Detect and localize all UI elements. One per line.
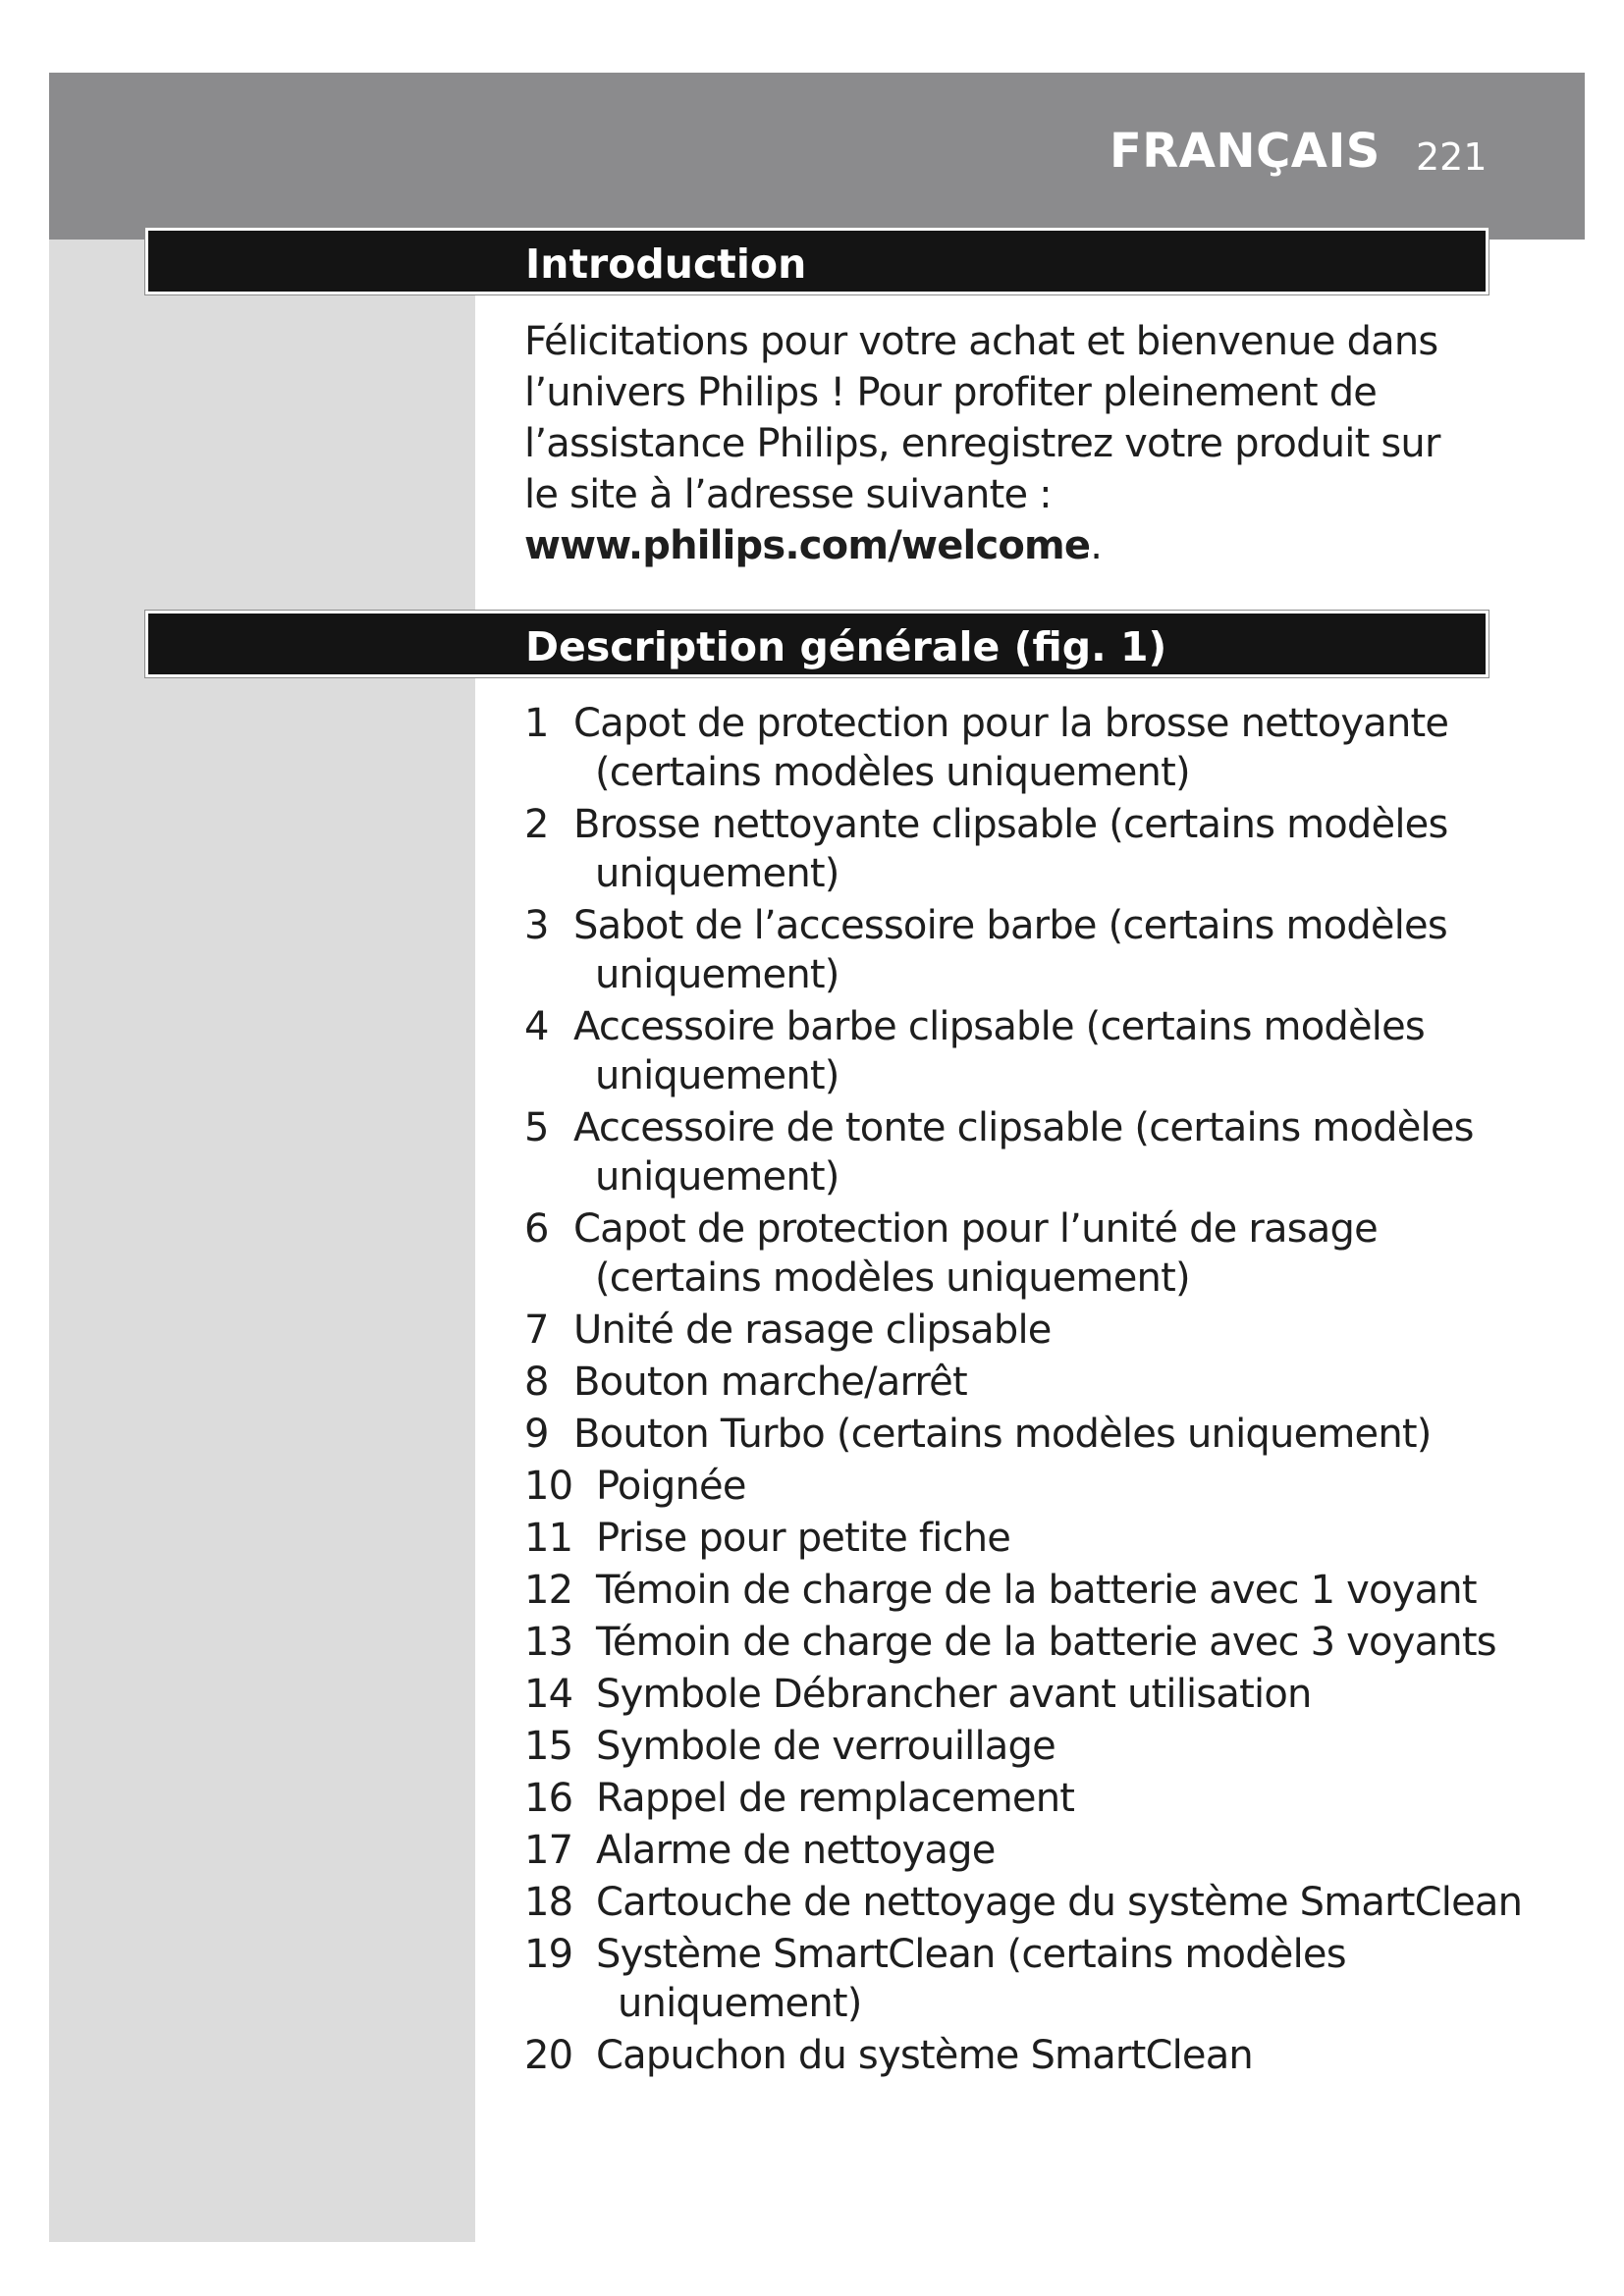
list-item: [524, 1410, 1545, 1459]
item-number: 6: [524, 1206, 549, 1252]
item-number: 20: [524, 2033, 573, 2078]
item-text: [596, 1826, 1545, 1875]
item-number: 5: [524, 1105, 549, 1150]
item-text: [596, 1618, 1545, 1667]
list-item: [524, 1103, 1545, 1201]
item-text-line: Rappel de remplacement: [596, 1776, 1075, 1821]
introduction-title: Introduction: [525, 240, 807, 288]
item-number: 10: [524, 1464, 573, 1509]
item-text: [573, 1002, 1545, 1100]
item-text: [573, 901, 1545, 999]
registration-link[interactable]: www.philips.com/welcome: [524, 523, 1091, 568]
item-text-line: Sabot de l’accessoire barbe (certains modèles: [573, 903, 1447, 948]
list-item: [524, 1566, 1545, 1615]
item-text: [573, 1306, 1545, 1355]
list-item: [524, 1774, 1545, 1823]
item-number: 19: [524, 1932, 573, 1977]
item-text-continuation: uniquement): [595, 1053, 839, 1098]
item-text: [596, 1514, 1545, 1563]
item-text: [573, 1204, 1545, 1303]
item-text: [573, 800, 1545, 898]
item-text-line: Alarme de nettoyage: [596, 1828, 996, 1873]
general-description-title: Description générale (fig. 1): [525, 623, 1167, 670]
item-text-line: Cartouche de nettoyage du système SmartClean: [596, 1880, 1523, 1925]
item-text-line: Unité de rasage clipsable: [573, 1308, 1052, 1353]
item-text: [596, 1566, 1545, 1615]
item-text-line: Capot de protection pour la brosse nettoyante: [573, 701, 1449, 746]
item-text: [573, 1358, 1545, 1407]
item-text: [596, 1878, 1545, 1927]
item-number: 4: [524, 1004, 549, 1049]
item-text-continuation: uniquement): [595, 851, 839, 896]
list-item: [524, 1002, 1545, 1100]
introduction-bar: [145, 228, 1489, 294]
list-item: [524, 1358, 1545, 1407]
item-text-line: Bouton marche/arrêt: [573, 1360, 967, 1405]
list-item: [524, 1670, 1545, 1719]
item-number: 16: [524, 1776, 573, 1821]
item-number: 11: [524, 1516, 573, 1561]
item-text-line: Bouton Turbo (certains modèles uniquement): [573, 1412, 1432, 1457]
list-item: [524, 1618, 1545, 1667]
language-heading: FRANÇAIS: [1110, 124, 1380, 179]
item-text-continuation: uniquement): [595, 952, 839, 997]
list-item: [524, 901, 1545, 999]
item-text: [573, 1410, 1545, 1459]
list-item: [524, 699, 1545, 797]
item-text: [596, 1722, 1545, 1771]
item-text: [596, 2031, 1545, 2080]
item-text-line: Prise pour petite fiche: [596, 1516, 1011, 1561]
list-item: [524, 1306, 1545, 1355]
item-number: 18: [524, 1880, 573, 1925]
list-item: [524, 1930, 1545, 2028]
item-number: 3: [524, 903, 549, 948]
item-number: 17: [524, 1828, 573, 1873]
list-item: [524, 1722, 1545, 1771]
item-number: 7: [524, 1308, 549, 1353]
item-number: 8: [524, 1360, 549, 1405]
item-text-line: Symbole de verrouillage: [596, 1724, 1056, 1769]
item-text-line: Témoin de charge de la batterie avec 1 voyant: [596, 1568, 1477, 1613]
left-margin-column: [49, 240, 475, 2242]
item-text-line: Brosse nettoyante clipsable (certains modèles: [573, 802, 1448, 847]
item-text: [596, 1930, 1545, 2028]
item-number: 1: [524, 701, 549, 746]
item-number: 15: [524, 1724, 573, 1769]
list-item: [524, 1826, 1545, 1875]
list-item: [524, 1878, 1545, 1927]
item-text-continuation: uniquement): [618, 1981, 862, 2026]
item-text: [573, 699, 1545, 797]
list-item: [524, 1514, 1545, 1563]
item-text-continuation: (certains modèles uniquement): [595, 750, 1190, 795]
item-text-line: Système SmartClean (certains modèles: [596, 1932, 1346, 1977]
item-text: [596, 1774, 1545, 1823]
item-text-line: Témoin de charge de la batterie avec 3 voyants: [596, 1620, 1496, 1665]
item-text: [596, 1670, 1545, 1719]
item-text-line: Poignée: [596, 1464, 746, 1509]
introduction-paragraph: [524, 316, 1447, 571]
item-number: 13: [524, 1620, 573, 1665]
item-text-line: Accessoire de tonte clipsable (certains modèles: [573, 1105, 1474, 1150]
item-text-line: Accessoire barbe clipsable (certains modèles: [573, 1004, 1425, 1049]
item-text: [573, 1103, 1545, 1201]
introduction-text-end: .: [1090, 523, 1103, 568]
item-text-continuation: uniquement): [595, 1154, 839, 1200]
item-text-continuation: (certains modèles uniquement): [595, 1255, 1190, 1301]
list-item: [524, 1462, 1545, 1511]
parts-list: [524, 699, 1545, 2083]
general-description-bar: [145, 611, 1489, 677]
item-number: 12: [524, 1568, 573, 1613]
introduction-text: Félicitations pour votre achat et bienvenue dans l’univers Philips ! Pour profiter pleinement de l’assistance Philips, enregistrez votre produit sur le site à l’adresse suivante :: [524, 319, 1440, 517]
item-text-line: Capot de protection pour l’unité de rasage: [573, 1206, 1378, 1252]
item-number: 14: [524, 1672, 573, 1717]
item-number: 2: [524, 802, 549, 847]
list-item: [524, 2031, 1545, 2080]
item-text-line: Capuchon du système SmartClean: [596, 2033, 1253, 2078]
item-text-line: Symbole Débrancher avant utilisation: [596, 1672, 1312, 1717]
list-item: [524, 1204, 1545, 1303]
item-text: [596, 1462, 1545, 1511]
item-number: 9: [524, 1412, 549, 1457]
list-item: [524, 800, 1545, 898]
page-number: 221: [1416, 135, 1488, 179]
